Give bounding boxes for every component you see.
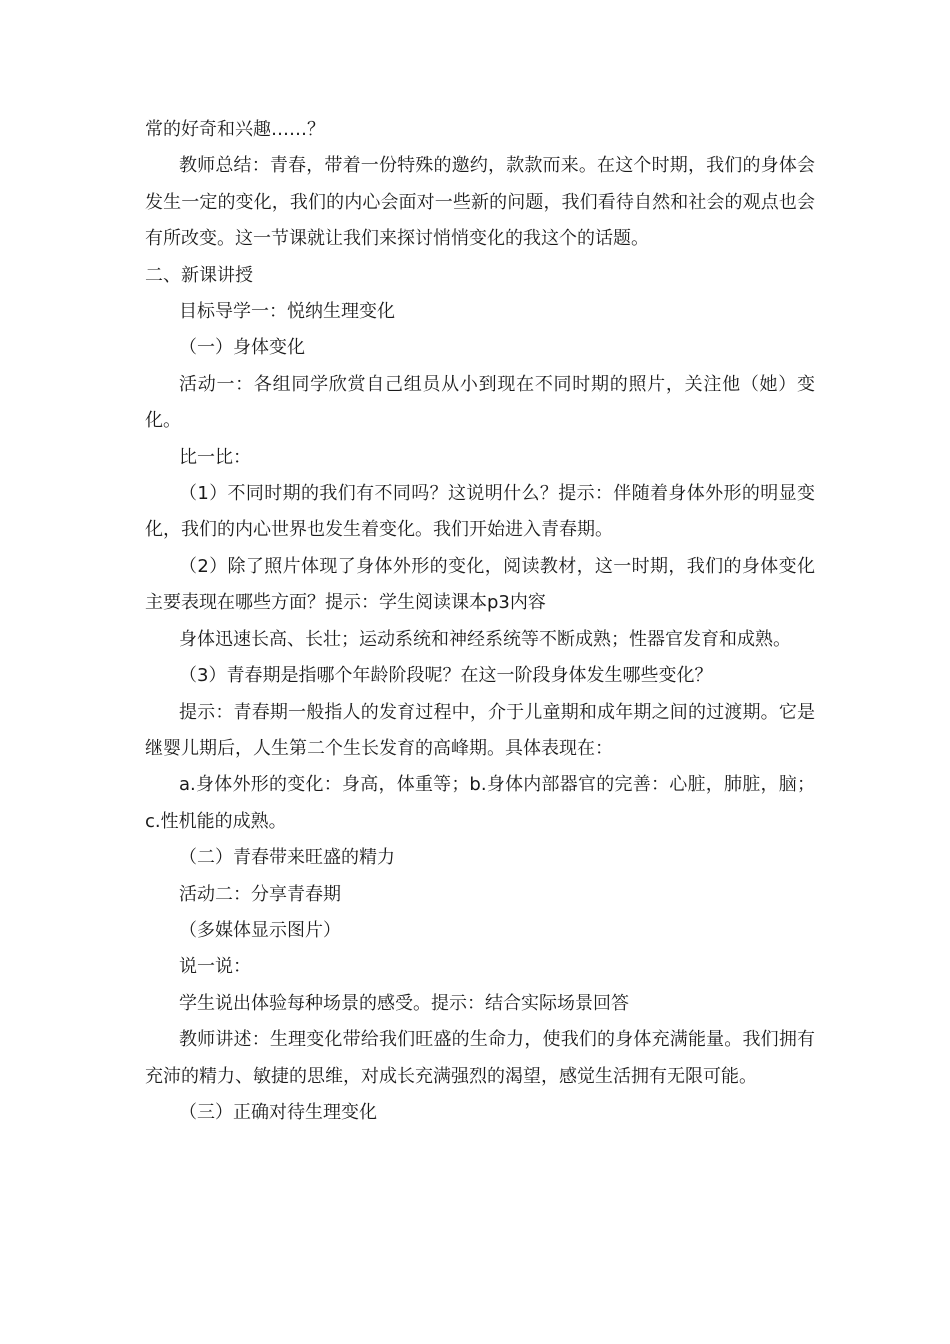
subheading: （二）青春带来旺盛的精力 xyxy=(179,847,395,869)
subheading: 目标导学一：悦纳生理变化 xyxy=(179,301,395,323)
subheading: （三）正确对待生理变化 xyxy=(179,1101,377,1123)
paragraph: a.身体外形的变化：身高，体重等；b.身体内部器官的完善：心脏，肺脏，脑；c.性机能的成熟。 xyxy=(145,774,815,832)
paragraph: 教师总结：青春，带着一份特殊的邀约，款款而来。在这个时期，我们的身体会发生一定的变化，我们的内心会面对一些新的问题，我们看待自然和社会的观点也会有所改变。这一节课就让我们来探讨悄悄变化的我这个的话题。 xyxy=(145,155,815,250)
paragraph: 身体迅速长高、长壮；运动系统和神经系统等不断成熟；性器官发育和成熟。 xyxy=(179,628,791,650)
paragraph: （1）不同时期的我们有不同吗？这说明什么？提示：伴随着身体外形的明显变化，我们的内心世界也发生着变化。我们开始进入青春期。 xyxy=(145,483,815,541)
paragraph: 提示：青春期一般指人的发育过程中，介于儿童期和成年期之间的过渡期。它是继婴儿期后，人生第二个生长发育的高峰期。具体表现在： xyxy=(145,701,815,759)
paragraph: 教师讲述：生理变化带给我们旺盛的生命力，使我们的身体充满能量。我们拥有充沛的精力、敏捷的思维，对成长充满强烈的渴望，感觉生活拥有无限可能。 xyxy=(145,1029,815,1087)
paragraph: 活动二：分享青春期 xyxy=(179,883,341,905)
paragraph: 活动一：各组同学欣赏自己组员从小到现在不同时期的照片，关注他（她）变化。 xyxy=(145,373,815,432)
paragraph: 常的好奇和兴趣……？ xyxy=(145,119,325,140)
paragraph: （多媒体显示图片） xyxy=(179,919,341,941)
paragraph: 说一说： xyxy=(179,956,251,978)
subheading: （一）身体变化 xyxy=(179,337,305,359)
section-heading: 二、新课讲授 xyxy=(145,264,253,286)
paragraph: （2）除了照片体现了身体外形的变化，阅读教材，这一时期，我们的身体变化主要表现在哪些方面？提示：学生阅读课本p3内容 xyxy=(145,555,815,614)
paragraph: 比一比： xyxy=(179,446,251,468)
paragraph: （3）青春期是指哪个年龄阶段呢？在这一阶段身体发生哪些变化？ xyxy=(179,665,713,687)
document-body xyxy=(145,112,815,1131)
paragraph: 学生说出体验每种场景的感受。提示：结合实际场景回答 xyxy=(179,992,629,1014)
